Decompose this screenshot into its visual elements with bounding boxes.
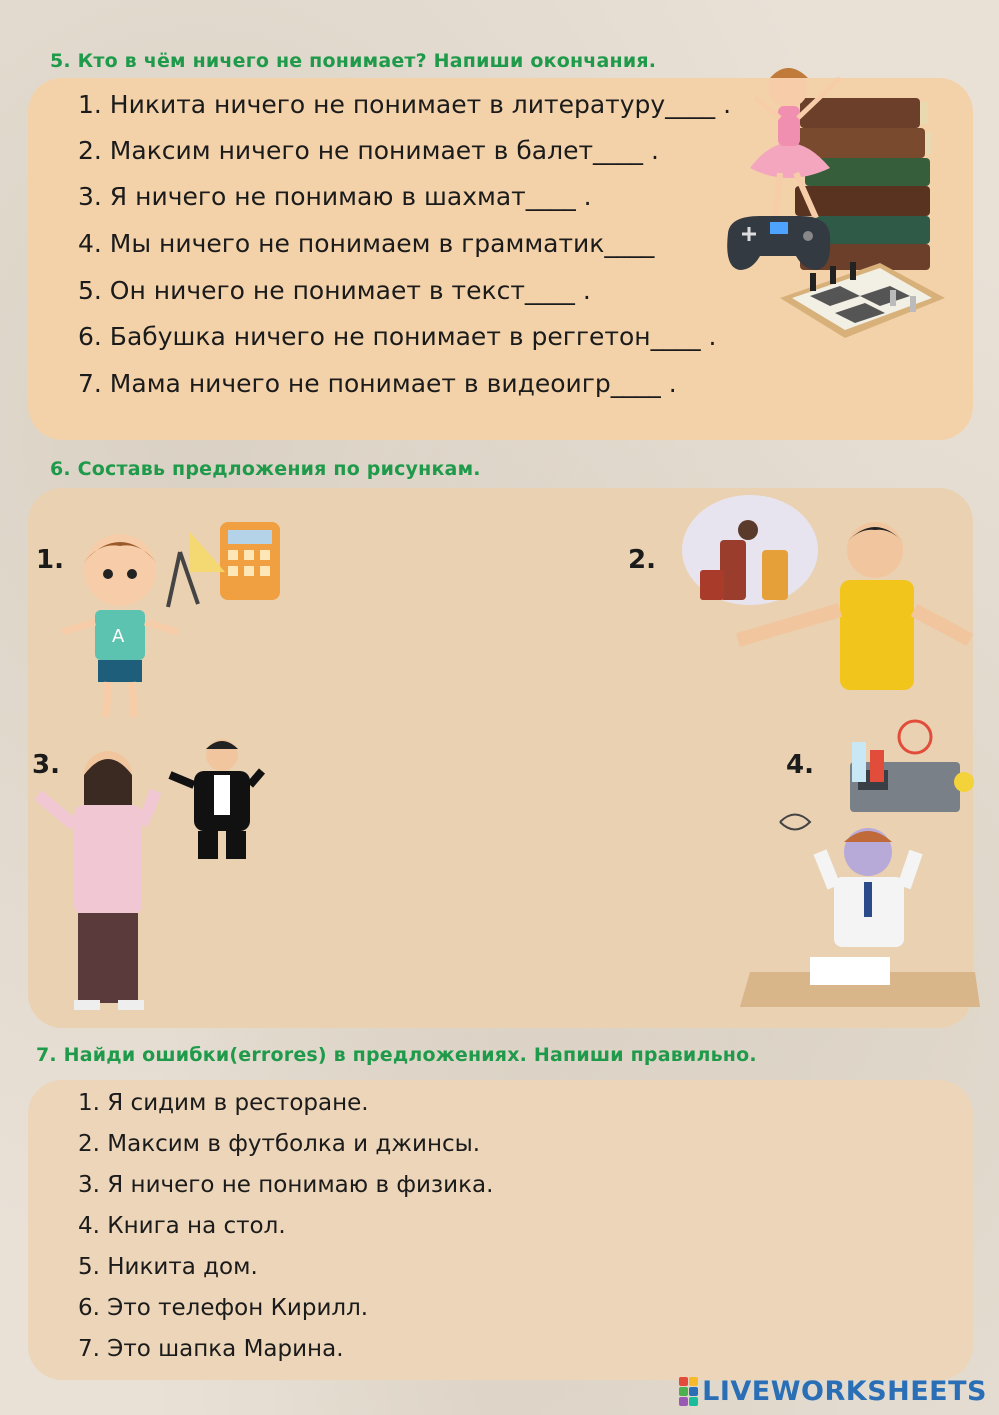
- section7-heading: 7. Найди ошибки(errores) в предложениях. Напиши правильно.: [36, 1044, 757, 1066]
- picture-label-2: 2.: [628, 545, 656, 575]
- picture-1-boy-math: [50, 512, 290, 734]
- exercise7-item-4: 4. Книга на стол.: [78, 1213, 286, 1239]
- liveworksheets-logo-icon: [679, 1377, 698, 1406]
- exercise5-item-3: 3. Я ничего не понимаю в шахмат____ .: [78, 182, 592, 211]
- exercise5-item-7: 7. Мама ничего не понимает в видеоигр____ .: [78, 369, 677, 398]
- picture-label-1: 1.: [36, 545, 64, 575]
- exercise7-item-7: 7. Это шапка Марина.: [78, 1336, 344, 1362]
- liveworksheets-logo: [679, 1376, 987, 1407]
- calculator-icon: [220, 522, 280, 600]
- clothes-icon: [682, 495, 818, 605]
- section6-heading: 6. Составь предложения по рисункам.: [50, 458, 481, 480]
- compass-icon: [168, 532, 225, 607]
- section5-heading: 5. Кто в чём ничего не понимает? Напиши окончания.: [50, 50, 657, 72]
- hobbies-illustration: [720, 58, 960, 368]
- exercise7-item-2: 2. Максим в футболка и джинсы.: [78, 1131, 481, 1157]
- exercise7-item-5: 5. Никита дом.: [78, 1254, 258, 1280]
- liveworksheets-brand-text: LIVEWORKSHEETS: [702, 1376, 987, 1407]
- stressed-man-icon: [740, 815, 980, 1008]
- exercise5-item-1: 1. Никита ничего не понимает в литературу____ .: [78, 90, 732, 119]
- picture-4-man-science: [740, 712, 980, 1012]
- confused-boy-icon: [62, 534, 178, 717]
- exercise5-item-5: 5. Он ничего не понимает в текст____ .: [78, 276, 591, 305]
- section7-panel: [28, 1080, 973, 1380]
- chessboard-icon: [780, 262, 945, 338]
- picture-2-man-clothes: [680, 490, 980, 712]
- svg-text:A: A: [112, 626, 125, 647]
- exercise5-item-4: 4. Мы ничего не понимаем в грамматик____: [78, 229, 655, 258]
- exercise7-item-1: 1. Я сидим в ресторане.: [78, 1090, 369, 1116]
- exercise5-item-2: 2. Максим ничего не понимает в балет____ .: [78, 136, 659, 165]
- picture-3-girl-opera: [30, 735, 270, 1035]
- opera-singer-icon: [170, 739, 262, 859]
- picture-label-3: 3.: [32, 750, 60, 780]
- exercise5-item-6: 6. Бабушка ничего не понимает в реггетон____ .: [78, 322, 717, 351]
- science-lab-icon: [850, 721, 974, 812]
- exercise7-item-6: 6. Это телефон Кирилл.: [78, 1295, 369, 1321]
- picture-label-4: 4.: [786, 750, 814, 780]
- shrugging-girl-icon: [38, 751, 156, 1010]
- gamepad-icon: [727, 216, 830, 270]
- exercise7-item-3: 3. Я ничего не понимаю в физика.: [78, 1172, 494, 1198]
